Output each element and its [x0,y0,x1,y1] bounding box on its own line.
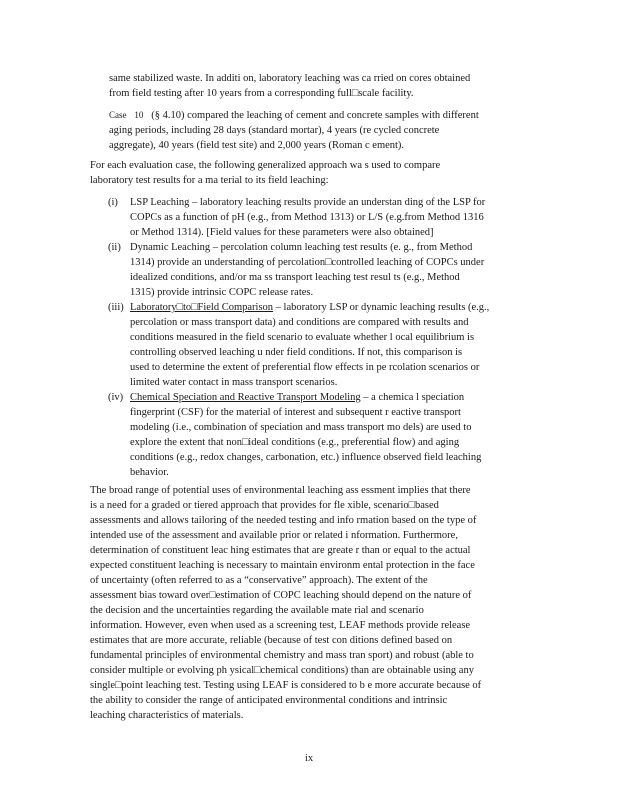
text-line: is a need for a graded or tiered approach that provides for fle xible, scenario□based [90,500,439,511]
text-line: information. However, even when used as a screening test, LEAF methods provide release [90,620,471,631]
text-line: same stabilized waste. In additi on, laboratory leaching was ca rried on cores obtained [109,73,471,84]
case-first-line-text: (§ 4.10) compared the leaching of cement and concrete samples with different [151,110,479,121]
text-line: COPCs as a function of pH (e.g., from Method 1313) or L/S (e.g.from Method 1316 [130,212,484,223]
case-number: 10 [134,110,144,120]
text-line: For each evaluation case, the following generalized approach wa s used to compare [90,160,441,171]
text-line: idealized conditions, and/or ma ss transport leaching test resul ts (e.g., Method [130,272,460,283]
text-line: conditions (e.g., redox changes, carbonation, etc.) influence observed field leaching [130,452,482,463]
text-line: consider multiple or evolving ph ysical□chemical conditions) than are obtainable using any [90,665,474,676]
text-line: estimates that are more accurate, reliable (because of test con ditions defined based on [90,635,453,646]
text-line: determination of constituent leac hing estimates that are greate r than or equal to the actual [90,545,471,556]
text-line: explore the extent that non□ideal conditions (e.g., preferential flow) and aging [130,437,460,448]
text-line: 1315) provide intrinsic COPC release rates. [130,287,314,298]
text-line [130,300,522,315]
list-number: (i) [108,197,118,208]
text-line: LSP Leaching – laboratory leaching results provide an understan ding of the LSP for [130,197,486,208]
list-number: (iv) [108,392,124,403]
text-line: or Method 1314). [Field values for these parameters were also obtained] [130,227,434,238]
text-line: controlling observed leaching u nder field conditions. If not, this comparison is [130,347,463,358]
item-heading-rest: – a chemica l speciation [360,392,465,403]
closing-paragraph [90,483,522,723]
text-line: aging periods, including 28 days (standard mortar), 4 years (re cycled concrete [109,125,440,136]
text-line: fingerprint (CSF) for the material of interest and subsequent r eactive transport [130,407,461,418]
text-line: 1314) provide an understanding of percolation□controlled leaching of COPCs under [130,257,485,268]
text-line: laboratory test results for a ma terial to its field leaching: [90,175,329,186]
text-line: limited water contact in mass transport scenarios. [130,377,338,388]
item-heading: Chemical Speciation and Reactive Transport Modeling [130,392,361,403]
text-line: Dynamic Leaching – percolation column leaching test results (e. g., from Method [130,242,473,253]
list-number: (ii) [108,242,121,253]
text-line: assessments and allows tailoring of the needed testing and info rmation based on the type of [90,515,477,526]
text-line: behavior. [130,467,169,478]
case-10-paragraph [109,108,521,153]
text-line: assessment bias toward over□estimation of COPC leaching should depend on the nature of [90,590,472,601]
case-first-line [109,108,521,123]
text-line: fundamental principles of environmental chemistry and mass tran sport) and robust (able to [90,650,474,661]
text-line: conditions measured in the field scenario to evaluate whether l ocal equilibrium is [130,332,475,343]
text-line: intended use of the assessment and available prior or related i nformation. Furthermore, [90,530,458,541]
text-line: The broad range of potential uses of environmental leaching ass essment implies that there [90,485,471,496]
text-line: aggregate), 40 years (field test site) and 2,000 years (Roman c ement). [109,140,405,151]
text-line: modeling (i.e., combination of speciation and mass transport mo dels) are used to [130,422,472,433]
page-number: ix [304,753,314,764]
text-line: percolation or mass transport data) and conditions are compared with results and [130,317,469,328]
case-label: Case [109,110,127,120]
item-heading-rest: – laboratory LSP or dynamic leaching results (e.g., [273,302,490,313]
text-line: expected constituent leaching is necessary to maintain environm ental protection in the face [90,560,475,571]
text-line: leaching characteristics of materials. [90,710,244,721]
continued-paragraph [109,71,521,101]
item-heading: Laboratory□to□Field Comparison [130,302,274,313]
text-line: the decision and the uncertainties regarding the available mate rial and scenario [90,605,424,616]
text-line: of uncertainty (often referred to as a “conservative” approach). The extent of the [90,575,428,586]
text-line: the ability to consider the range of anticipated environmental conditions and intrinsic [90,695,448,706]
list-number: (iii) [108,302,124,313]
text-line: single□point leaching test. Testing using LEAF is considered to b e more accurate because of [90,680,482,691]
intro-paragraph [90,158,522,188]
text-line: used to determine the extent of preferential flow effects in pe rcolation scenarios or [130,362,480,373]
text-line [130,390,522,405]
text-line: from field testing after 10 years from a corresponding full□scale facility. [109,88,414,99]
